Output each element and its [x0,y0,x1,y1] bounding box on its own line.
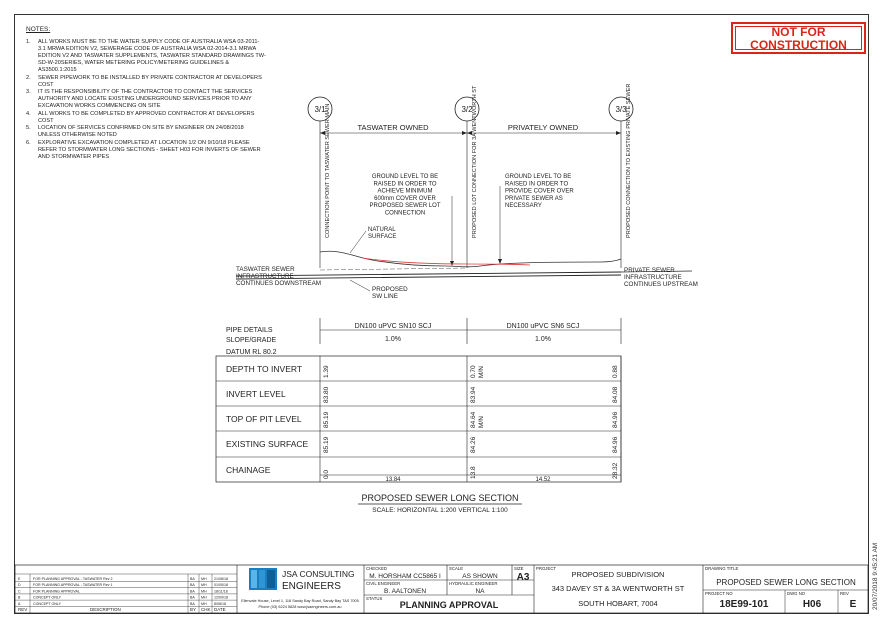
project-line-2: 343 DAVEY ST & 3A WENTWORTH ST [551,584,685,593]
table-cell-value: 85.19 [323,411,330,428]
proposed-surface-line [362,258,530,265]
length-1: 13.84 [385,477,401,483]
pit-label: 3/1 [314,105,326,114]
project-line-1: PROPOSED SUBDIVISION [571,570,665,579]
revision-header-cell: DESCRIPTION [90,607,121,612]
drawing-title-value: PROPOSED SEWER LONG SECTION [716,578,856,587]
scale-label: SCALE [449,566,464,571]
note-number: 3. [26,89,31,95]
size-label: SIZE [514,566,524,571]
section-scale: SCALE: HORIZONTAL 1:200 VERTICAL 1:100 [372,507,508,514]
svg-text:TASWATER SEWER: TASWATER SEWER [236,266,295,273]
revision-cell: BA [190,601,195,606]
stamp-line-2: CONSTRUCTION [750,38,847,52]
revision-cell: MH [201,577,207,581]
status-value: PLANNING APPROVAL [399,600,499,610]
table-cell-value: 1.39 [323,365,330,378]
connection-taswater-text: CONNECTION POINT TO TASWATER SEWER MAIN [325,103,331,238]
table-cell-value: 0.88 [612,365,619,378]
note-text: EXPLORATIVE EXCAVATION COMPLETED AT LOCATION 1/2 ON 9/10/18 PLEASE REFER TO STORMWATER LONG SECTIONS - SHEET H03 FOR INVERTS OF SEWER AND STORMWATER PIPES [38,139,261,160]
revision-header-cell: CHK [201,607,211,612]
table-cell-value: 85.19 [323,436,330,453]
table-cell-value: 84.64 [470,411,477,428]
revision-cell: 12/09/18 [214,595,228,600]
note-line: GROUND LEVEL TO BE [505,174,572,180]
stamp-line-1: NOT FOR [771,25,826,39]
checked-label: CHECKED [366,566,388,571]
revision-cell: BA [190,577,195,581]
revision-header-cell: REV [18,607,28,612]
pipe-details-label: PIPE DETAILS [226,327,273,334]
svg-text:GROUND LEVEL TO BERAISED IN OR [369,174,440,217]
sw-line-label-2: SW LINE [372,293,398,300]
note-number: 6. [26,139,31,146]
ground-raise-note-2 [505,174,574,209]
note-line: PROVIDE COVER OVER [505,188,574,195]
note-line: PRIVATE SEWER AS [505,195,563,202]
taswater-owned-label: TASWATER OWNED [357,123,429,132]
note-line: PROPOSED SEWER LOT [369,203,441,210]
revision-cell: BA [190,595,195,600]
revision-cell: CONCEPT ONLY [33,601,62,606]
pipe-detail-2: DN100 uPVC SN6 SCJ [506,323,580,330]
revision-cell: D [18,583,21,588]
company-address: Ellenvale House, Level 1, 118 Sandy Bay Road, Sandy Bay TAS 7005 [241,599,359,603]
note-number: 5. [26,125,31,131]
svg-text:CONTINUES DOWNSTREAM: CONTINUES DOWNSTREAM [236,280,322,287]
revision-cell: MH [201,583,207,588]
sw-line-label-1: PROPOSED [372,286,408,293]
connection-private-text: PROPOSED CONNECTION TO EXISTING PRIVATE SEWER [626,83,632,238]
revision-cell: CONCEPT ONLY [33,595,62,600]
pit-label: 3/3 [615,105,627,114]
rev-label: REV [840,591,849,596]
table-row-label: TOP OF PIT LEVEL [226,414,302,424]
note-line: 600mm COVER OVER [374,195,436,202]
note-text: IT IS THE RESPONSIBILITY OF THE CONTRACTOR TO CONTACT THE SERVICES AUTHORITY AND LOCATE EXISTING UNDERGROUND SERVICES PRIOR TO ANY EXCAVATION WORKS COMMENCING ON SITE [38,89,253,109]
revision-table [15,574,237,613]
note-line: RAISED IN ORDER TO [373,181,437,188]
taswater-infra-label [236,266,321,287]
project-line-3: SOUTH HOBART, 7004 [578,599,658,608]
table-cell-value: 28.32 [612,462,619,479]
slope-grade-label: SLOPE/GRADE [226,337,277,344]
leader-arrow [498,259,502,264]
leader-sw-line [350,280,370,291]
revision-cell: B [18,595,21,600]
revision-cell: A [18,601,21,606]
scale-value: AS SHOWN [462,573,498,580]
ground-raise-note-1 [369,174,440,217]
svg-text:INFRASTRUCTURE: INFRASTRUCTURE [624,274,682,281]
civil-label: CIVIL ENGINEER [366,581,401,586]
revision-cell: 8/08/18 [214,601,226,606]
pit-label: 3/2 [461,105,473,114]
dwg-no-value: H06 [802,599,822,610]
note-text: ALL WORKS MUST BE TO THE WATER SUPPLY CODE OF AUSTRALIA WSA 03-2011-3.1 MRWA EDITION V2, SEWERAGE CODE OF AUSTRALIA WSA 02-2014-3.1 MRWA EDITION V2 AND TASWATER SUPPLEMENTS, TASWATER STANDARD DRAWINGS TW-SD-W-20SERIES, WATER METERING POLICY/METERING GUIDELINES & AS3500.1:2015 [38,39,266,73]
private-infra-label [624,267,698,288]
size-value: A3 [516,572,530,583]
table-cell-value: 0.0 [323,469,330,479]
table-cell-value: 84.96 [612,436,619,453]
note-text: SEWER PIPEWORK TO BE INSTALLED BY PRIVATE CONTRACTOR AT DEVELOPERS COST [38,74,262,88]
note-line: GROUND LEVEL TO BE [371,174,439,180]
length-2: 14.52 [535,477,551,483]
table-cell-note: M/N [478,416,485,428]
table-cell-value: 83.94 [470,386,477,403]
drawing-title-label: DRAWING TITLE [705,566,739,571]
revision-cell: MH [201,589,207,594]
revision-cell: FOR PLANNING APPROVAL [33,589,80,594]
revision-cell: BA [190,589,195,594]
sw-line [320,268,467,270]
revision-cell: FOR PLANNING APPROVAL - TASWATER Rev 2 [33,577,113,581]
revision-cell: MH [201,601,207,606]
note-number: 2. [26,74,31,81]
svg-text:GROUND LEVEL TO BERAISED IN OR [505,174,574,209]
table-row-label: DEPTH TO INVERT [226,364,303,374]
company-name-1: JSA CONSULTING [282,569,355,579]
note-line: ACHIEVE MINIMUM [377,188,433,195]
natural-surface-line [320,251,621,267]
plot-date-stamp: 20/07/2018 9:45:21 AM [872,542,879,610]
svg-text:PRIVATE SEWER: PRIVATE SEWER [624,267,675,274]
revision-cell: 01/05/18 [214,583,228,588]
checked-value: M. HORSHAM CC5865 I [369,573,441,580]
svg-text:INFRASTRUCTURE: INFRASTRUCTURE [236,273,294,280]
revision-header-cell: DATE [214,607,226,612]
section-title: PROPOSED SEWER LONG SECTION [361,493,519,503]
pipe-detail-1: DN100 uPVC SN10 SCJ [354,323,432,330]
note-number: 1. [26,39,31,45]
table-cell-value: 0.70 [470,365,477,378]
revision-header-cell: BY [190,607,197,612]
table-cell-value: 84.26 [470,436,477,453]
company-logo [249,568,277,590]
project-no-label: PROJECT NO [705,591,733,596]
svg-text:CONTINUES UPSTREAM: CONTINUES UPSTREAM [624,281,698,288]
notes-title: NOTES: [26,26,51,33]
project-no-value: 18E99-101 [719,599,769,610]
table-cell-value: 84.96 [612,411,619,428]
pipe-grade-1: 1.0% [385,336,401,343]
hyd-value: NA [475,588,485,595]
table-row-label: EXISTING SURFACE [226,439,309,449]
table-row-label: INVERT LEVEL [226,389,286,399]
revision-cell: FOR PLANNING APPROVAL - TASWATER Rev 1 [33,583,113,588]
pipe-grade-2: 1.0% [535,336,551,343]
rev-value: E [849,599,857,610]
table-cell-value: 13.8 [470,466,477,479]
natural-surface-label-2: SURFACE [368,234,397,240]
revision-cell: E [18,577,21,581]
note-text: LOCATION OF SERVICES CONFIRMED ON SITE BY ENGINEER ON 24/08/2018 UNLESS OTHERWISE NOTED [38,125,244,138]
project-label: PROJECT [536,566,557,571]
revision-cell: MH [201,595,207,600]
revision-cell: BA [190,583,195,588]
note-number: 4. [26,110,31,117]
privately-owned-label: PRIVATELY OWNED [507,123,579,132]
revision-cell: C [18,589,21,594]
status-label: STATUS [366,596,383,601]
leader-natural-surface [350,231,366,253]
natural-surface-label-1: NATURAL [368,227,396,233]
datum-label: DATUM RL 80.2 [226,349,277,356]
table-cell-value: 84.08 [612,386,619,403]
hyd-label: HYDRAULIC ENGINEER [449,581,498,586]
company-contact: Phone (03) 6224 5828 www.jsaengineers.com.au [258,605,342,609]
table-cell-value: 83.80 [323,386,330,403]
table-row-label: CHAINAGE [226,465,271,475]
note-line: NECESSARY [505,203,542,210]
lot-connection-text: PROPOSED LOT CONNECTION FOR 3A WENTWORTH ST [472,85,478,238]
civil-value: B. AALTONEN [383,588,427,595]
table-cell-note: M/N [478,366,485,378]
note-line: RAISED IN ORDER TO [505,181,569,188]
note-text: ALL WORKS TO BE COMPLETED BY APPROVED CONTRACTOR AT DEVELOPERS COST [38,110,255,124]
company-name-2: ENGINEERS [282,581,341,592]
dwg-no-label: DWG NO [787,591,806,596]
revision-cell: 18/11/18 [214,589,228,594]
note-line: CONNECTION [384,210,426,217]
revision-cell: 21/08/18 [214,577,228,581]
